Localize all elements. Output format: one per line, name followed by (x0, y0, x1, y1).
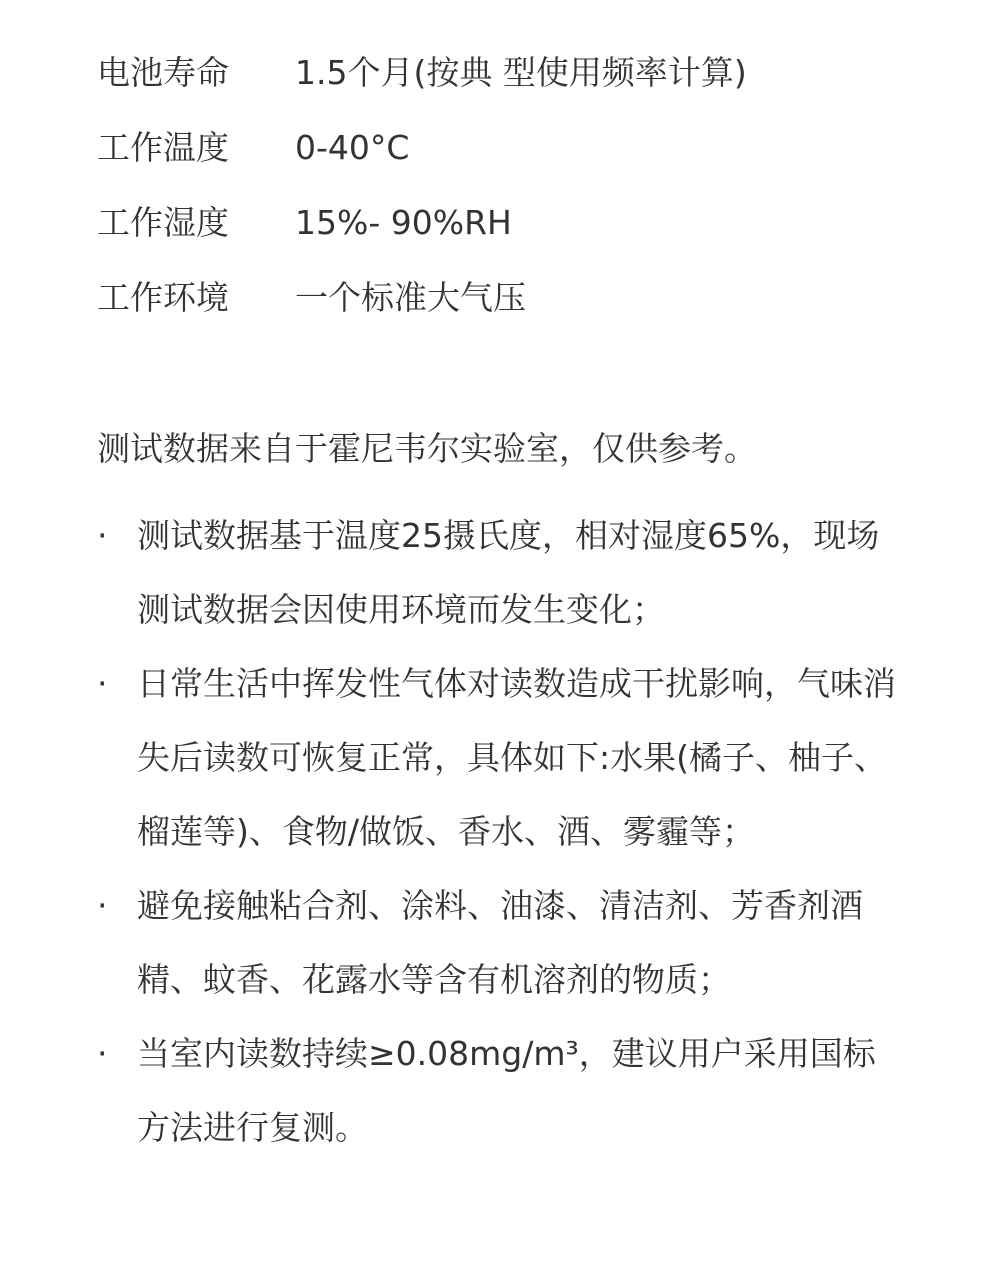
bullet-icon: · (97, 516, 108, 555)
spec-value: 一个标准大气压 (295, 278, 526, 317)
notes-list (97, 499, 897, 1165)
note-text: 当室内读数持续≥0.08mg/m³，建议用户采用国标方法进行复测。 (137, 1034, 876, 1147)
note-text: 测试数据基于温度25摄氏度，相对湿度65%，现场测试数据会因使用环境而发生变化； (137, 516, 880, 629)
bullet-icon: · (97, 664, 108, 703)
note-item (97, 869, 897, 1017)
spec-label: 工作湿度 (97, 203, 229, 242)
spec-value: 0-40°C (295, 128, 410, 167)
note-text: 避免接触粘合剂、涂料、油漆、清洁剂、芳香剂酒精、蚊香、花露水等含有机溶剂的物质； (137, 886, 863, 999)
spec-row-operating-temperature (97, 123, 917, 198)
notes-intro: 测试数据来自于霍尼韦尔实验室，仅供参考。 (97, 429, 757, 468)
note-item (97, 1017, 897, 1165)
note-item (97, 499, 897, 647)
note-item (97, 647, 897, 869)
spec-label: 工作环境 (97, 278, 229, 317)
spec-value: 1.5个月(按典 型使用频率计算) (295, 53, 747, 92)
spec-label: 工作温度 (97, 128, 229, 167)
spec-row-operating-environment (97, 273, 917, 348)
bullet-icon: · (97, 1034, 108, 1073)
bullet-icon: · (97, 886, 108, 925)
spec-row-operating-humidity (97, 198, 917, 273)
spec-row-battery-life (97, 48, 917, 123)
note-text: 日常生活中挥发性气体对读数造成干扰影响，气味消失后读数可恢复正常，具体如下:水果(橘子、柚子、榴莲等)、食物/做饭、香水、酒、雾霾等； (137, 664, 896, 851)
spec-value: 15%- 90%RH (295, 203, 512, 242)
spec-table (97, 48, 917, 348)
spec-label: 电池寿命 (97, 53, 229, 92)
